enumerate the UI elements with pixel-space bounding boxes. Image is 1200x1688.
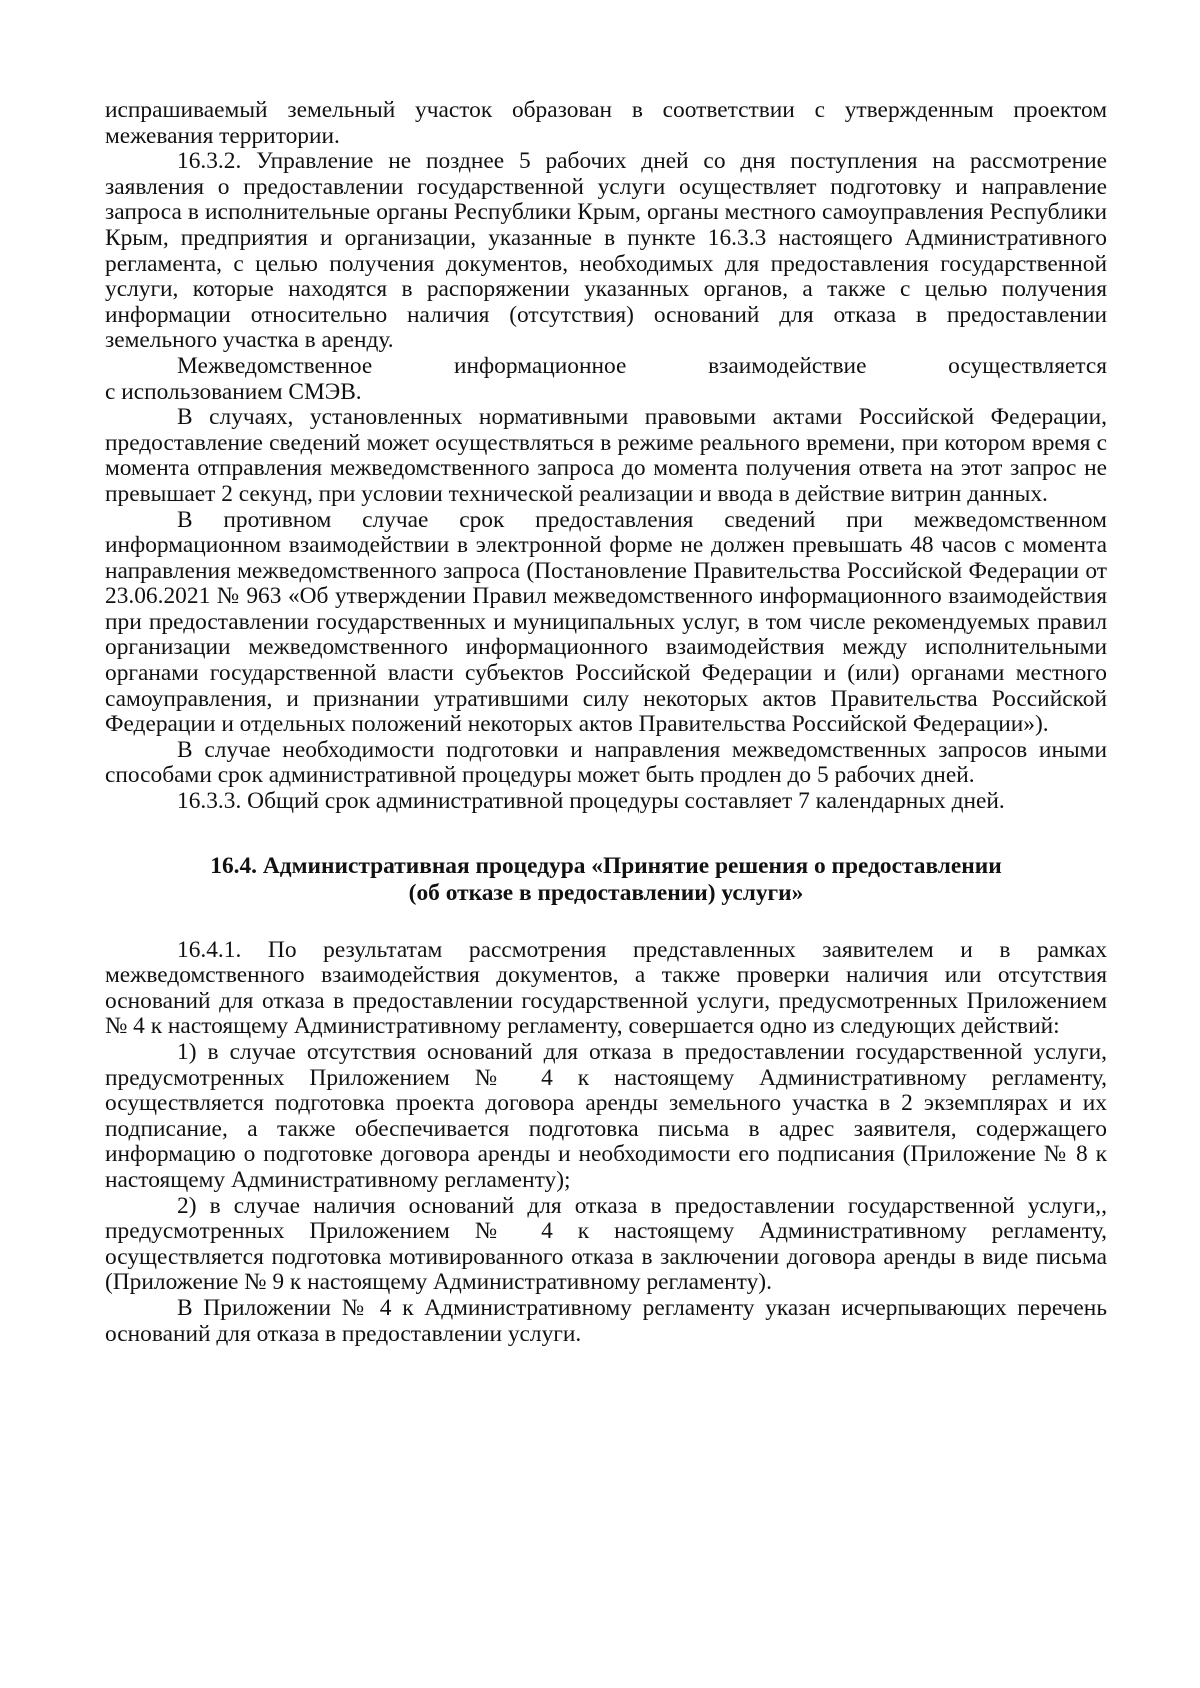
paragraph-continuation: испрашиваемый земельный участок образован в соответствии с утвержденным проектом межевания территории. [105, 97, 1107, 149]
paragraph-smev-line1: Межведомственное информационное взаимодействие осуществляется [177, 352, 1107, 379]
paragraph-48-hours: В противном случае срок предоставления сведений при межведомственном информационном взаимодействии в электронной форме не должен превышать 48 часов с момента направления межведомственного запроса (Постановление Правительства Российской Федерации от 23.06.2021 № 963 «Об утверждении Правил межведомственного информационного взаимодействия при предоставлении государственных и муниципальных услуг, в том числе рекомендуемых правил организации межведомственного информационного взаимодействия между исполнительными органами государственной власти субъектов Российской Федерации и (или) органами местного самоуправления, и признании утратившими силу некоторых актов Правительства Российской Федерации и отдельных положений некоторых актов Правительства Российской Федерации»). [105, 506, 1107, 738]
paragraph-extension: В случае необходимости подготовки и направления межведомственных запросов иными способами срок административной процедуры может быть продлен до 5 рабочих дней. [105, 736, 1107, 789]
paragraph-smev-line2: с использованием СМЭВ. [105, 378, 362, 405]
section-heading-line2: (об отказе в предоставлении) услуги» [408, 879, 804, 906]
paragraph-item-2: 2) в случае наличия оснований для отказа в предоставлении государственной услуги,, предусмотренных Приложением № 4 к настоящему Административному регламенту, осуществляется подготовка мотивированного отказа в заключении договора аренды в виде письма (Приложение № 9 к настоящему Административному регламенту). [105, 1192, 1107, 1296]
paragraph-item-1: 1) в случае отсутствия оснований для отказа в предоставлении государственной услуги, предусмотренных Приложением № 4 к настоящему Административному регламенту, осуществляется подготовка проекта договора аренды земельного участка в 2 экземплярах и их подписание, а также обеспечивается подготовка письма в адрес заявителя, содержащего информацию о подготовке договора аренды и необходимости его подписания (Приложение № 8 к настоящему Административному регламенту); [105, 1039, 1107, 1193]
paragraph-realtime: В случаях, установленных нормативными правовыми актами Российской Федерации, предоставление сведений может осуществляться в режиме реального времени, при котором время с момента отправления межведомственного запроса до момента получения ответа на этот запрос не превышает 2 секунд, при условии технической реализации и ввода в действие витрин данных. [105, 404, 1107, 507]
paragraph-16-3-2: 16.3.2. Управление не позднее 5 рабочих дней со дня поступления на рассмотрение заявления о предоставлении государственной услуги осуществляет подготовку и направление запроса в исполнительные органы Республики Крым, органы местного самоуправления Республики Крым, предприятия и организации, указанные в пункте 16.3.3 настоящего Административного регламента, с целью получения документов, необходимых для предоставления государственной услуги, которые находятся в распоряжении указанных органов, а также с целью получения информации относительно наличия (отсутствия) оснований для отказа в предоставлении земельного участка в аренду. [105, 148, 1107, 354]
paragraph-appendix-4: В Приложении № 4 к Административному регламенту указан исчерпывающих перечень оснований для отказа в предоставлении услуги. [105, 1294, 1107, 1347]
section-heading-line1: 16.4. Административная процедура «Принятие решения о предоставлении [210, 852, 1002, 879]
section-heading-16-4 [105, 853, 1107, 907]
paragraph-16-4-1: 16.4.1. По результатам рассмотрения представленных заявителем и в рамках межведомственного взаимодействия документов, а также проверки наличия или отсутствия оснований для отказа в предоставлении государственной услуги, предусмотренных Приложением № 4 к настоящему Административному регламенту, совершается одно из следующих действий: [105, 936, 1107, 1040]
document-page [105, 98, 1107, 1347]
paragraph-16-3-3: 16.3.3. Общий срок административной процедуры составляет 7 календарных дней. [177, 788, 1005, 815]
